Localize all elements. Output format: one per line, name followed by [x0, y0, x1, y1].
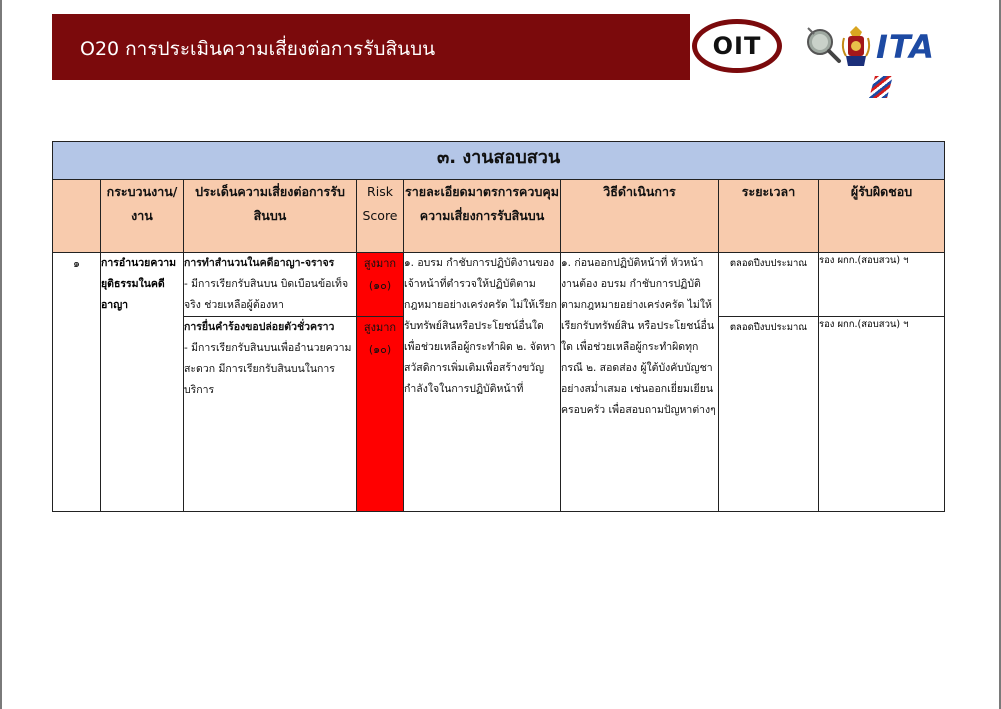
- issue-detail: - มีการเรียกรับสินบน บิดเบือนข้อเท็จจริง ช่วยเหลือผู้ต้องหา: [184, 278, 349, 311]
- header-banner: [52, 14, 944, 80]
- oit-logo: [692, 19, 782, 73]
- issue-title: การยื่นคำร้องขอปล่อยตัวชั่วคราว: [184, 321, 335, 333]
- risk-assessment-table: [52, 141, 945, 512]
- method-cell: ๑. ก่อนออกปฏิบัติหน้าที่ หัวหน้างานต้อง อบรม กำชับการปฏิบัติตามกฎหมายอย่างเคร่งครัด ไม่ให้เรียกรับทรัพย์สิน หรือประโยชน์อื่นใด เพื่อช่วยเหลือผู้กระทำผิดทุกกรณี ๒. สอดส่อง ผู้ใต้บังคับบัญชาอย่างสม่ำเสมอ เช่นออกเยี่ยมเยียนครอบครัว เพื่อสอบถามปัญหาต่างๆ: [561, 253, 719, 512]
- magnifier-icon: [802, 24, 842, 64]
- logo-strip: [690, 14, 944, 80]
- risk-score: (๑๐): [368, 343, 392, 356]
- risk-score: (๑๐): [368, 279, 392, 292]
- duration-cell: ตลอดปีงบประมาณ: [719, 253, 819, 317]
- table-row: [53, 253, 945, 317]
- risk-score-cell: [357, 317, 404, 512]
- issue-cell: [184, 317, 357, 512]
- duration-cell: ตลอดปีงบประมาณ: [719, 317, 819, 512]
- owner-cell: รอง ผกก.(สอบสวน) ฯ: [819, 317, 945, 512]
- column-header-measures: รายละเอียดมาตรการควบคุมความเสี่ยงการรับสินบน: [404, 180, 561, 253]
- issue-detail: - มีการเรียกรับสินบนเพื่ออำนวยความสะดวก มีการเรียกรับสินบนในการบริการ: [184, 342, 352, 396]
- risk-score-cell: [357, 253, 404, 317]
- section-header-row: [53, 142, 945, 180]
- issue-title: การทำสำนวนในคดีอาญา-จราจร: [184, 257, 335, 269]
- row-number: ๑: [53, 253, 101, 512]
- police-emblem-icon: [840, 24, 872, 68]
- column-header-row: [53, 180, 945, 253]
- column-header-process: กระบวนงาน/งาน: [101, 180, 184, 253]
- column-header-owner: ผู้รับผิดชอบ: [819, 180, 945, 253]
- page-left-border: [0, 0, 2, 709]
- column-header-method: วิธีดำเนินการ: [561, 180, 719, 253]
- section-title: ๓. งานสอบสวน: [53, 142, 945, 180]
- ita-logo-text: ITA: [876, 28, 936, 66]
- oit-logo-text: OIT: [712, 32, 762, 60]
- page-title: O20 การประเมินความเสี่ยงต่อการรับสินบน: [80, 38, 436, 60]
- measures-cell: ๑. อบรม กำชับการปฏิบัติงานของเจ้าหน้าที่ตำรวจให้ปฏิบัติตามกฎหมายอย่างเคร่งครัด ไม่ให้เรียกรับทรัพย์สินหรือประโยชน์อื่นใดเพื่อช่วยเหลือผู้กระทำผิด ๒. จัดหาสวัสดิการเพิ่มเติมเพื่อสร้างขวัญกำลังใจในการปฏิบัติหน้าที่: [404, 253, 561, 512]
- risk-level: สูงมาก: [363, 321, 397, 334]
- ita-logo: [876, 28, 944, 104]
- column-header-duration: ระยะเวลา: [719, 180, 819, 253]
- process-cell: การอำนวยความยุติธรรมในคดีอาญา: [101, 253, 184, 512]
- owner-cell: รอง ผกก.(สอบสวน) ฯ: [819, 253, 945, 317]
- column-header-issue: ประเด็นความเสี่ยงต่อการรับสินบน: [184, 180, 357, 253]
- flag-icon: [869, 76, 893, 98]
- column-header-risk-score: Risk Score: [357, 180, 404, 253]
- risk-level: สูงมาก: [363, 257, 397, 270]
- column-header-number: [53, 180, 101, 253]
- issue-cell: [184, 253, 357, 317]
